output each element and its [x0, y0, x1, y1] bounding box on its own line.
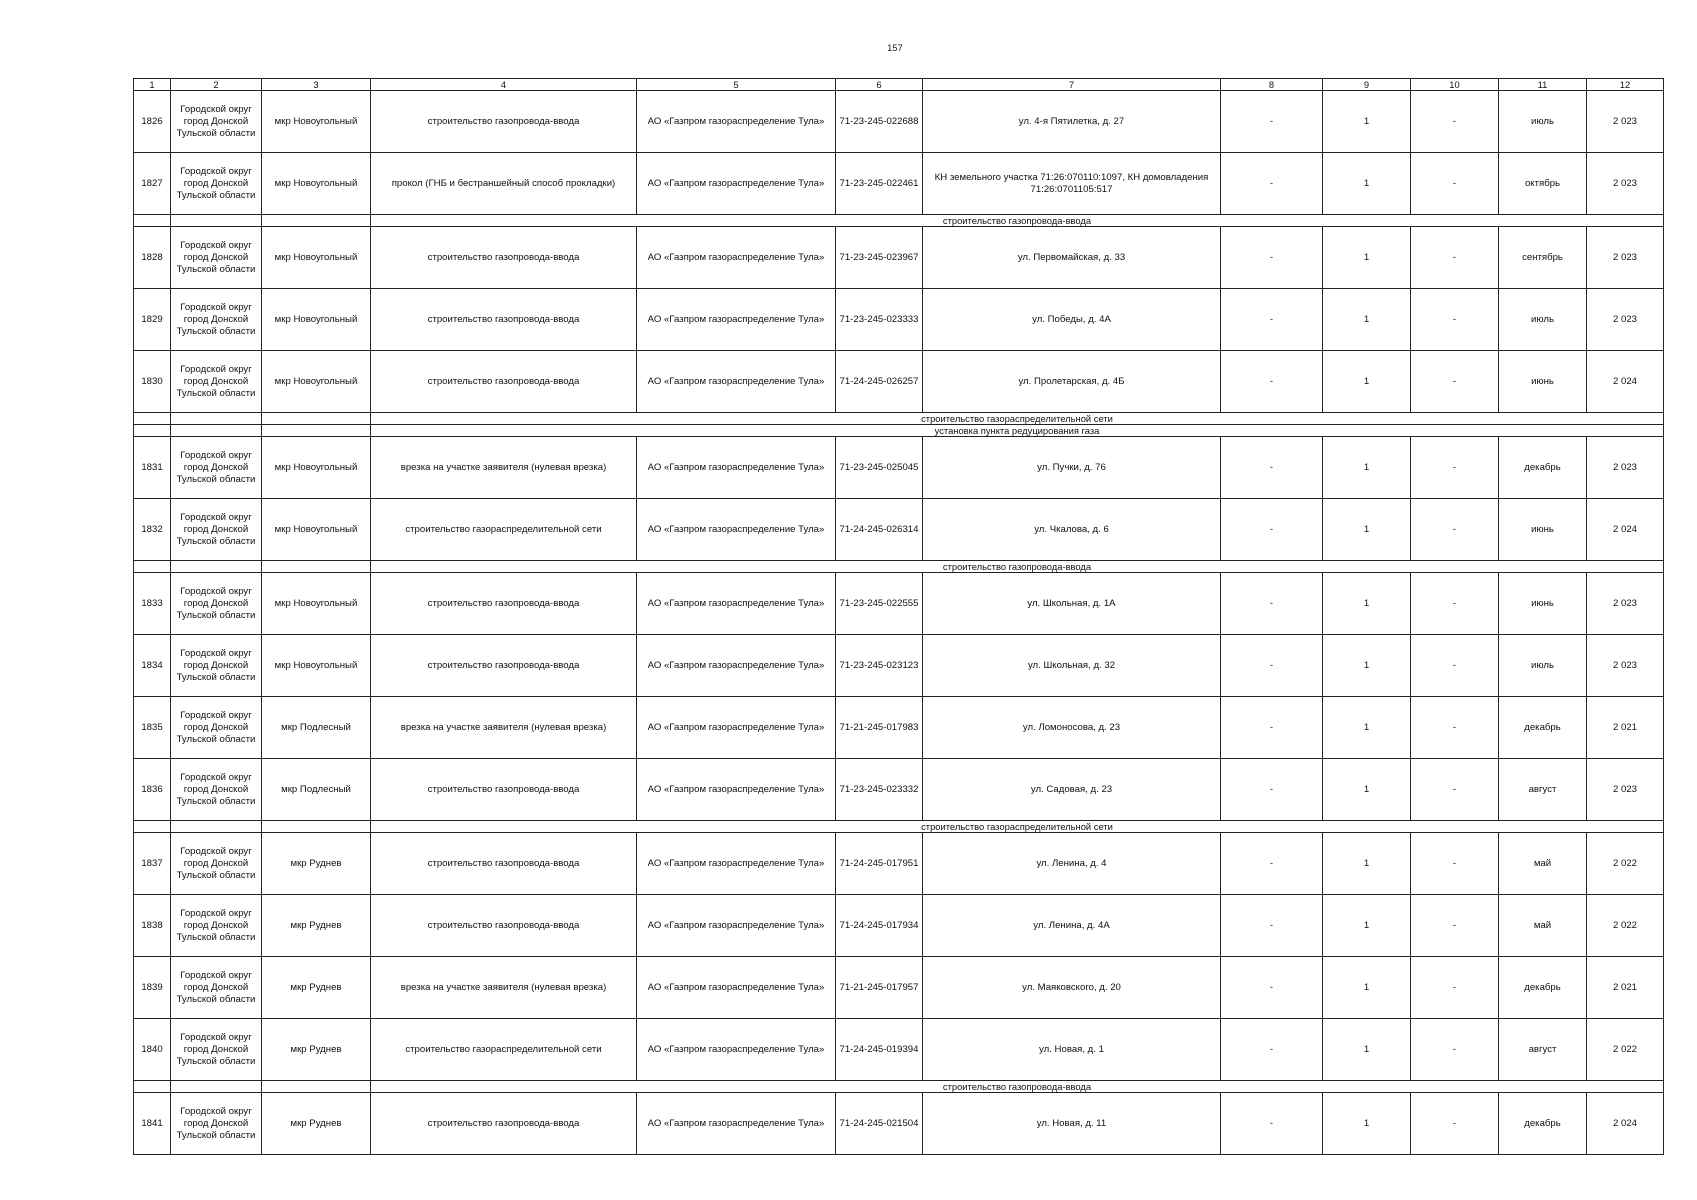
work-type-cell: строительство газопровода-ввода [371, 635, 637, 697]
year-cell: 2 023 [1587, 759, 1664, 821]
municipality-cell: Городской округ город Донской Тульской области [171, 1093, 262, 1155]
organization-cell: АО «Газпром газораспределение Тула» [637, 957, 836, 1019]
municipality-cell: Городской округ город Донской Тульской области [171, 697, 262, 759]
column-number: 8 [1221, 79, 1323, 91]
table-row [134, 227, 1664, 289]
row-number-cell: 1828 [134, 227, 171, 289]
year-cell: 2 022 [1587, 895, 1664, 957]
empty-cell [262, 561, 371, 573]
col10-cell: - [1411, 351, 1499, 413]
month-cell: октябрь [1499, 153, 1587, 215]
municipality-cell: Городской округ город Донской Тульской области [171, 833, 262, 895]
table-row [134, 351, 1664, 413]
year-cell: 2 023 [1587, 91, 1664, 153]
year-cell: 2 023 [1587, 437, 1664, 499]
quantity-cell: 1 [1323, 697, 1411, 759]
year-cell: 2 022 [1587, 833, 1664, 895]
empty-cell [171, 425, 262, 437]
settlement-cell: мкр Новоугольный [262, 289, 371, 351]
organization-cell: АО «Газпром газораспределение Тула» [637, 351, 836, 413]
col10-cell: - [1411, 759, 1499, 821]
col8-cell: - [1221, 895, 1323, 957]
empty-cell [262, 413, 371, 425]
address-cell: ул. Первомайская, д. 33 [923, 227, 1221, 289]
col8-cell: - [1221, 437, 1323, 499]
application-code-cell: 71-23-245-022555 [836, 573, 923, 635]
organization-cell: АО «Газпром газораспределение Тула» [637, 289, 836, 351]
section-row [134, 425, 1664, 437]
row-number-cell: 1837 [134, 833, 171, 895]
settlement-cell: мкр Руднев [262, 1093, 371, 1155]
work-type-cell: строительство газопровода-ввода [371, 227, 637, 289]
settlement-cell: мкр Руднев [262, 957, 371, 1019]
column-number: 5 [637, 79, 836, 91]
table-row [134, 499, 1664, 561]
municipality-cell: Городской округ город Донской Тульской области [171, 1019, 262, 1081]
work-type-cell: строительство газопровода-ввода [371, 759, 637, 821]
col8-cell: - [1221, 153, 1323, 215]
col8-cell: - [1221, 227, 1323, 289]
row-number-cell: 1829 [134, 289, 171, 351]
quantity-cell: 1 [1323, 573, 1411, 635]
section-label: строительство газопровода-ввода [371, 215, 1664, 227]
work-type-cell: врезка на участке заявителя (нулевая врезка) [371, 437, 637, 499]
col10-cell: - [1411, 957, 1499, 1019]
col10-cell: - [1411, 499, 1499, 561]
col8-cell: - [1221, 957, 1323, 1019]
empty-cell [262, 1081, 371, 1093]
register-body [134, 79, 1664, 1155]
municipality-cell: Городской округ город Донской Тульской области [171, 437, 262, 499]
col8-cell: - [1221, 635, 1323, 697]
column-number: 6 [836, 79, 923, 91]
work-type-cell: врезка на участке заявителя (нулевая врезка) [371, 697, 637, 759]
work-type-cell: строительство газопровода-ввода [371, 351, 637, 413]
col10-cell: - [1411, 1019, 1499, 1081]
municipality-cell: Городской округ город Донской Тульской области [171, 499, 262, 561]
col10-cell: - [1411, 895, 1499, 957]
month-cell: июль [1499, 289, 1587, 351]
application-code-cell: 71-21-245-017957 [836, 957, 923, 1019]
row-number-cell: 1832 [134, 499, 171, 561]
empty-cell [171, 561, 262, 573]
work-type-cell: строительство газопровода-ввода [371, 289, 637, 351]
year-cell: 2 021 [1587, 697, 1664, 759]
month-cell: август [1499, 1019, 1587, 1081]
table-row [134, 1093, 1664, 1155]
month-cell: декабрь [1499, 957, 1587, 1019]
row-number-cell: 1827 [134, 153, 171, 215]
empty-cell [134, 425, 171, 437]
column-number: 12 [1587, 79, 1664, 91]
table-row [134, 895, 1664, 957]
table-row [134, 957, 1664, 1019]
address-cell: ул. Победы, д. 4А [923, 289, 1221, 351]
section-row [134, 821, 1664, 833]
quantity-cell: 1 [1323, 759, 1411, 821]
col10-cell: - [1411, 153, 1499, 215]
table-row [134, 153, 1664, 215]
column-number: 3 [262, 79, 371, 91]
col10-cell: - [1411, 289, 1499, 351]
address-cell: ул. Школьная, д. 1А [923, 573, 1221, 635]
row-number-cell: 1830 [134, 351, 171, 413]
quantity-cell: 1 [1323, 833, 1411, 895]
organization-cell: АО «Газпром газораспределение Тула» [637, 895, 836, 957]
column-number: 10 [1411, 79, 1499, 91]
empty-cell [134, 215, 171, 227]
application-code-cell: 71-24-245-021504 [836, 1093, 923, 1155]
municipality-cell: Городской округ город Донской Тульской области [171, 895, 262, 957]
empty-cell [262, 215, 371, 227]
year-cell: 2 021 [1587, 957, 1664, 1019]
table-row [134, 697, 1664, 759]
row-number-cell: 1836 [134, 759, 171, 821]
settlement-cell: мкр Новоугольный [262, 635, 371, 697]
section-label: установка пункта редуцирования газа [371, 425, 1664, 437]
organization-cell: АО «Газпром газораспределение Тула» [637, 697, 836, 759]
quantity-cell: 1 [1323, 227, 1411, 289]
empty-cell [134, 413, 171, 425]
empty-cell [134, 561, 171, 573]
page-number: 157 [887, 43, 903, 53]
col8-cell: - [1221, 1019, 1323, 1081]
settlement-cell: мкр Новоугольный [262, 573, 371, 635]
quantity-cell: 1 [1323, 153, 1411, 215]
col8-cell: - [1221, 91, 1323, 153]
column-number: 9 [1323, 79, 1411, 91]
year-cell: 2 022 [1587, 1019, 1664, 1081]
col8-cell: - [1221, 351, 1323, 413]
address-cell: ул. Ленина, д. 4А [923, 895, 1221, 957]
address-cell: ул. Садовая, д. 23 [923, 759, 1221, 821]
settlement-cell: мкр Новоугольный [262, 227, 371, 289]
address-cell: ул. Чкалова, д. 6 [923, 499, 1221, 561]
col10-cell: - [1411, 227, 1499, 289]
year-cell: 2 023 [1587, 573, 1664, 635]
year-cell: 2 024 [1587, 1093, 1664, 1155]
settlement-cell: мкр Подлесный [262, 697, 371, 759]
quantity-cell: 1 [1323, 91, 1411, 153]
row-number-cell: 1833 [134, 573, 171, 635]
col10-cell: - [1411, 437, 1499, 499]
settlement-cell: мкр Новоугольный [262, 437, 371, 499]
work-type-cell: строительство газораспределительной сети [371, 499, 637, 561]
empty-cell [171, 215, 262, 227]
col10-cell: - [1411, 1093, 1499, 1155]
quantity-cell: 1 [1323, 351, 1411, 413]
section-row [134, 215, 1664, 227]
work-type-cell: строительство газопровода-ввода [371, 1093, 637, 1155]
col10-cell: - [1411, 697, 1499, 759]
section-label: строительство газораспределительной сети [371, 413, 1664, 425]
address-cell: ул. Пучки, д. 76 [923, 437, 1221, 499]
month-cell: июнь [1499, 351, 1587, 413]
month-cell: май [1499, 833, 1587, 895]
section-row [134, 561, 1664, 573]
address-cell: ул. Новая, д. 11 [923, 1093, 1221, 1155]
municipality-cell: Городской округ город Донской Тульской области [171, 289, 262, 351]
year-cell: 2 023 [1587, 153, 1664, 215]
settlement-cell: мкр Новоугольный [262, 91, 371, 153]
col8-cell: - [1221, 759, 1323, 821]
table-row [134, 833, 1664, 895]
application-code-cell: 71-23-245-023967 [836, 227, 923, 289]
application-code-cell: 71-23-245-022688 [836, 91, 923, 153]
work-type-cell: врезка на участке заявителя (нулевая врезка) [371, 957, 637, 1019]
col8-cell: - [1221, 1093, 1323, 1155]
table-row [134, 1019, 1664, 1081]
work-type-cell: строительство газораспределительной сети [371, 1019, 637, 1081]
application-code-cell: 71-23-245-023123 [836, 635, 923, 697]
municipality-cell: Городской округ город Донской Тульской области [171, 153, 262, 215]
quantity-cell: 1 [1323, 1019, 1411, 1081]
municipality-cell: Городской округ город Донской Тульской области [171, 91, 262, 153]
settlement-cell: мкр Новоугольный [262, 351, 371, 413]
month-cell: сентябрь [1499, 227, 1587, 289]
municipality-cell: Городской округ город Донской Тульской области [171, 759, 262, 821]
row-number-cell: 1839 [134, 957, 171, 1019]
table-row [134, 91, 1664, 153]
settlement-cell: мкр Новоугольный [262, 499, 371, 561]
application-code-cell: 71-24-245-017934 [836, 895, 923, 957]
quantity-cell: 1 [1323, 635, 1411, 697]
address-cell: ул. 4-я Пятилетка, д. 27 [923, 91, 1221, 153]
settlement-cell: мкр Руднев [262, 1019, 371, 1081]
table-row [134, 289, 1664, 351]
organization-cell: АО «Газпром газораспределение Тула» [637, 437, 836, 499]
work-type-cell: прокол (ГНБ и бестраншейный способ прокладки) [371, 153, 637, 215]
col10-cell: - [1411, 635, 1499, 697]
organization-cell: АО «Газпром газораспределение Тула» [637, 573, 836, 635]
application-code-cell: 71-23-245-023333 [836, 289, 923, 351]
address-cell: ул. Школьная, д. 32 [923, 635, 1221, 697]
column-number: 2 [171, 79, 262, 91]
month-cell: август [1499, 759, 1587, 821]
month-cell: июнь [1499, 573, 1587, 635]
year-cell: 2 023 [1587, 289, 1664, 351]
application-code-cell: 71-23-245-023332 [836, 759, 923, 821]
settlement-cell: мкр Руднев [262, 833, 371, 895]
year-cell: 2 024 [1587, 351, 1664, 413]
empty-cell [171, 821, 262, 833]
empty-cell [171, 1081, 262, 1093]
register-table [133, 78, 1664, 1155]
row-number-cell: 1834 [134, 635, 171, 697]
month-cell: декабрь [1499, 1093, 1587, 1155]
col8-cell: - [1221, 499, 1323, 561]
col8-cell: - [1221, 697, 1323, 759]
quantity-cell: 1 [1323, 1093, 1411, 1155]
settlement-cell: мкр Подлесный [262, 759, 371, 821]
month-cell: июль [1499, 91, 1587, 153]
col8-cell: - [1221, 573, 1323, 635]
row-number-cell: 1835 [134, 697, 171, 759]
empty-cell [262, 425, 371, 437]
year-cell: 2 024 [1587, 499, 1664, 561]
row-number-cell: 1838 [134, 895, 171, 957]
organization-cell: АО «Газпром газораспределение Тула» [637, 91, 836, 153]
empty-cell [134, 821, 171, 833]
settlement-cell: мкр Руднев [262, 895, 371, 957]
quantity-cell: 1 [1323, 437, 1411, 499]
quantity-cell: 1 [1323, 499, 1411, 561]
table-row [134, 437, 1664, 499]
row-number-cell: 1831 [134, 437, 171, 499]
address-cell: ул. Ломоносова, д. 23 [923, 697, 1221, 759]
quantity-cell: 1 [1323, 957, 1411, 1019]
table-row [134, 635, 1664, 697]
organization-cell: АО «Газпром газораспределение Тула» [637, 499, 836, 561]
table-row [134, 759, 1664, 821]
organization-cell: АО «Газпром газораспределение Тула» [637, 153, 836, 215]
work-type-cell: строительство газопровода-ввода [371, 895, 637, 957]
organization-cell: АО «Газпром газораспределение Тула» [637, 635, 836, 697]
organization-cell: АО «Газпром газораспределение Тула» [637, 759, 836, 821]
address-cell: ул. Пролетарская, д. 4Б [923, 351, 1221, 413]
empty-cell [134, 1081, 171, 1093]
year-cell: 2 023 [1587, 635, 1664, 697]
empty-cell [171, 413, 262, 425]
application-code-cell: 71-24-245-017951 [836, 833, 923, 895]
section-label: строительство газораспределительной сети [371, 821, 1664, 833]
address-cell: КН земельного участка 71:26:070110:1097, КН домовладения 71:26:0701105:517 [923, 153, 1221, 215]
organization-cell: АО «Газпром газораспределение Тула» [637, 1093, 836, 1155]
settlement-cell: мкр Новоугольный [262, 153, 371, 215]
row-number-cell: 1840 [134, 1019, 171, 1081]
organization-cell: АО «Газпром газораспределение Тула» [637, 833, 836, 895]
application-code-cell: 71-24-245-026314 [836, 499, 923, 561]
column-number: 1 [134, 79, 171, 91]
address-cell: ул. Маяковского, д. 20 [923, 957, 1221, 1019]
section-row [134, 1081, 1664, 1093]
year-cell: 2 023 [1587, 227, 1664, 289]
column-number-row [134, 79, 1664, 91]
organization-cell: АО «Газпром газораспределение Тула» [637, 227, 836, 289]
work-type-cell: строительство газопровода-ввода [371, 833, 637, 895]
municipality-cell: Городской округ город Донской Тульской области [171, 957, 262, 1019]
col10-cell: - [1411, 833, 1499, 895]
table-row [134, 573, 1664, 635]
municipality-cell: Городской округ город Донской Тульской области [171, 635, 262, 697]
month-cell: июнь [1499, 499, 1587, 561]
organization-cell: АО «Газпром газораспределение Тула» [637, 1019, 836, 1081]
municipality-cell: Городской округ город Донской Тульской области [171, 351, 262, 413]
col8-cell: - [1221, 289, 1323, 351]
column-number: 11 [1499, 79, 1587, 91]
application-code-cell: 71-23-245-025045 [836, 437, 923, 499]
application-code-cell: 71-24-245-026257 [836, 351, 923, 413]
quantity-cell: 1 [1323, 289, 1411, 351]
col10-cell: - [1411, 573, 1499, 635]
col10-cell: - [1411, 91, 1499, 153]
month-cell: май [1499, 895, 1587, 957]
application-code-cell: 71-23-245-022461 [836, 153, 923, 215]
column-number: 4 [371, 79, 637, 91]
quantity-cell: 1 [1323, 895, 1411, 957]
address-cell: ул. Новая, д. 1 [923, 1019, 1221, 1081]
empty-cell [262, 821, 371, 833]
address-cell: ул. Ленина, д. 4 [923, 833, 1221, 895]
row-number-cell: 1841 [134, 1093, 171, 1155]
month-cell: декабрь [1499, 697, 1587, 759]
application-code-cell: 71-21-245-017983 [836, 697, 923, 759]
column-number: 7 [923, 79, 1221, 91]
work-type-cell: строительство газопровода-ввода [371, 91, 637, 153]
section-row [134, 413, 1664, 425]
col8-cell: - [1221, 833, 1323, 895]
row-number-cell: 1826 [134, 91, 171, 153]
month-cell: декабрь [1499, 437, 1587, 499]
municipality-cell: Городской округ город Донской Тульской области [171, 573, 262, 635]
municipality-cell: Городской округ город Донской Тульской области [171, 227, 262, 289]
section-label: строительство газопровода-ввода [371, 561, 1664, 573]
work-type-cell: строительство газопровода-ввода [371, 573, 637, 635]
section-label: строительство газопровода-ввода [371, 1081, 1664, 1093]
month-cell: июль [1499, 635, 1587, 697]
application-code-cell: 71-24-245-019394 [836, 1019, 923, 1081]
